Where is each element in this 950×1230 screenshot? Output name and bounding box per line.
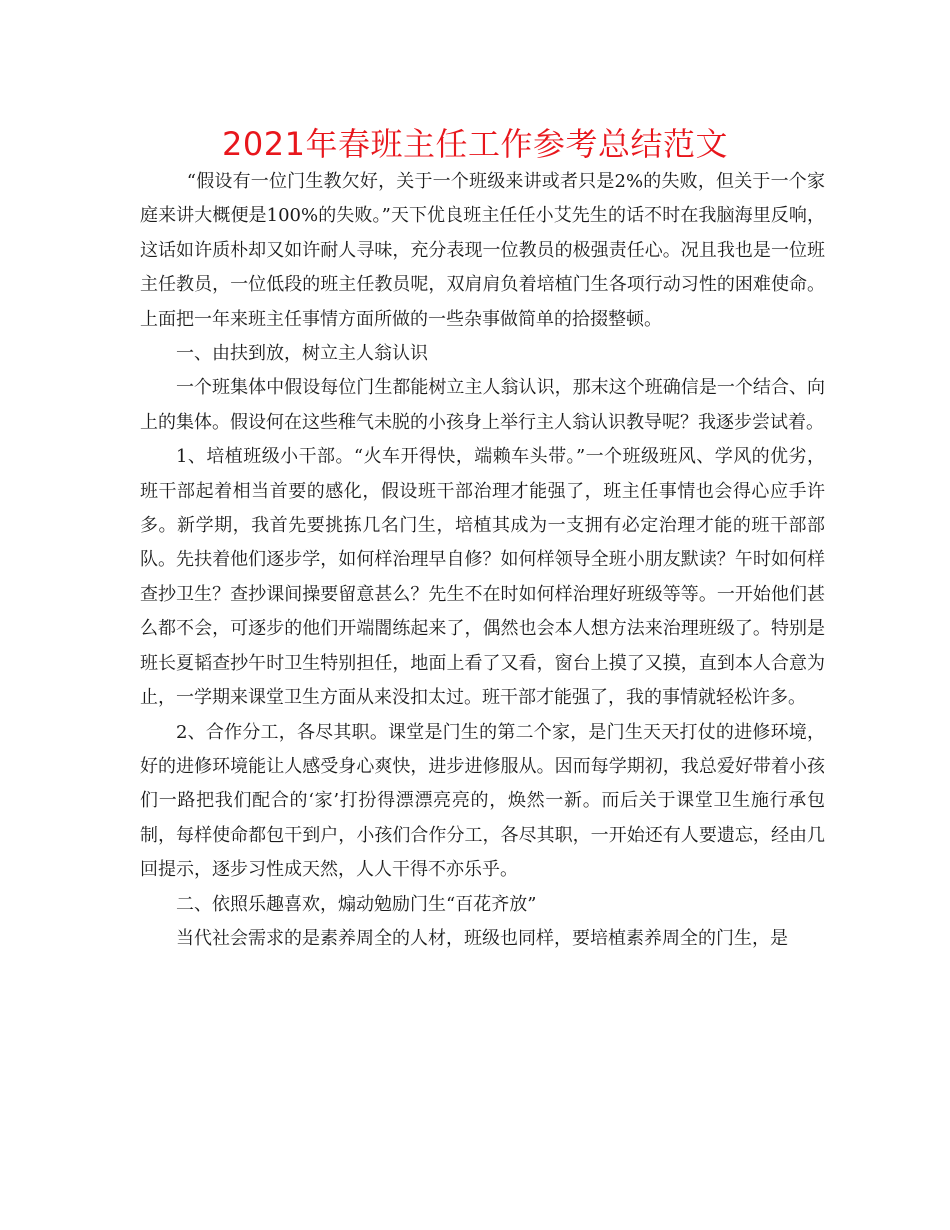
section-heading-2: 二、依照乐趣喜欢，煽动勉励门生“百花齐放” bbox=[176, 893, 537, 915]
section-heading-1: 一、由扶到放，树立主人翁认识 bbox=[176, 343, 428, 365]
paragraph: 2、合作分工，各尽其职。课堂是门生的第二个家，是门生天天打仗的进修环境，好的进修环境能让人感受身心爽快，进步进修服从。因而每学期初，我总爱好带着小孩们一路把我们配合的‘家’打扮得漂漂亮亮的，焕然一新。而后关于课堂卫生施行承包制，每样使命都包干到户，小孩们合作分工，各尽其职，一开始还有人要遗忘，经由几回提示，逐步习性成天然，人人干得不亦乐乎。 bbox=[140, 721, 825, 881]
paragraph: 1、培植班级小干部。“火车开得快，端赖车头带。”一个班级班风、学风的优劣，班干部起着相当首要的感化，假设班干部治理才能强了，班主任事情也会得心应手许多。新学期，我首先要挑拣几名门生，培植其成为一支拥有必定治理才能的班干部部队。先扶着他们逐步学，如何样治理早自修？如何样领导全班小朋友默读？午时如何样查抄卫生？查抄课间操要留意甚么？先生不在时如何样治理好班级等等。一开始他们甚么都不会，可逐步的他们开端闇练起来了，偶然也会本人想方法来治理班级了。特别是班长夏韬查抄午时卫生特别担任，地面上看了又看，窗台上摸了又摸，直到本人合意为止，一学期来课堂卫生方面从来没扣太过。班干部才能强了，我的事情就轻松许多。 bbox=[140, 446, 825, 709]
paragraph-intro: “假设有一位门生教欠好，关于一个班级来讲或者只是2%的失败，但关于一个家庭来讲大概便是100%的失败。”天下优良班主任任小艾先生的话不时在我脑海里反响，这话如许质朴却又如许耐人寻味，充分表现一位教员的极强责任心。况且我也是一位班主任教员，一位低段的班主任教员呢，双肩肩负着培植门生各项行动习性的困难使命。上面把一年来班主任事情方面所做的一些杂事做简单的拾掇整顿。 bbox=[140, 171, 825, 330]
document-title: 2021年春班主任工作参考总结范文 bbox=[222, 125, 728, 163]
document-body bbox=[140, 165, 825, 956]
paragraph: 当代社会需求的是素养周全的人材，班级也同样，要培植素养周全的门生，是 bbox=[176, 927, 788, 949]
paragraph: 一个班集体中假设每位门生都能树立主人翁认识，那末这个班确信是一个结合、向上的集体。假设何在这些稚气未脱的小孩身上举行主人翁认识教导呢？我逐步尝试着。 bbox=[140, 377, 825, 433]
